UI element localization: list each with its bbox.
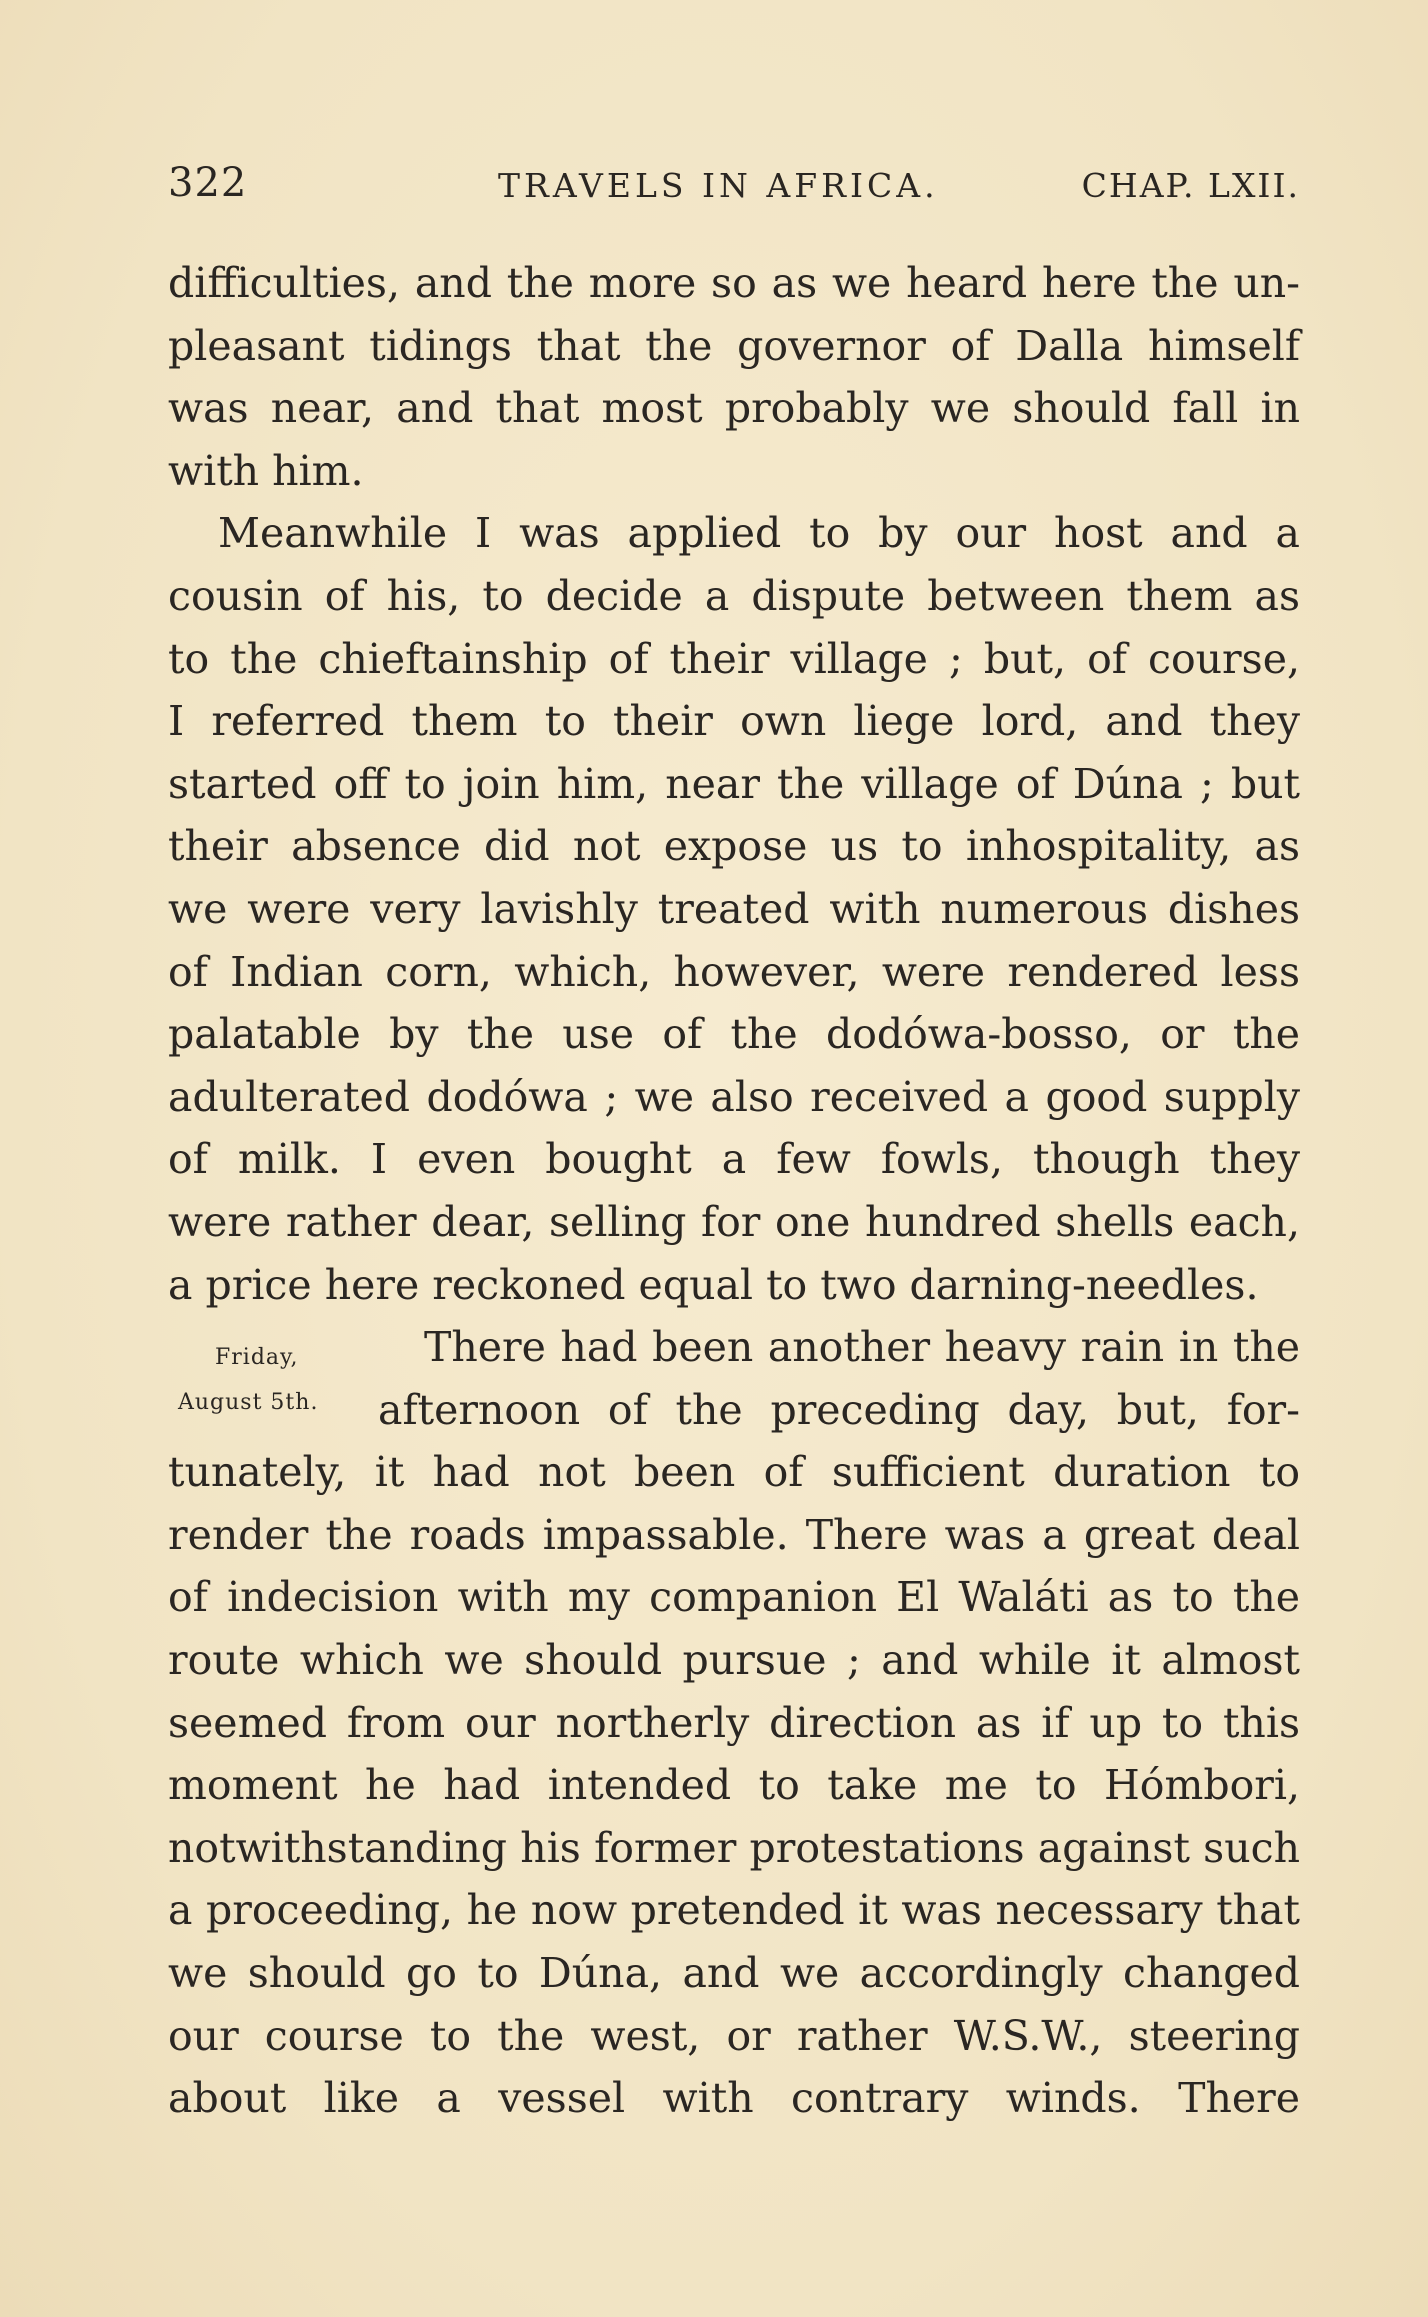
text-line: difficulties, and the more so as we heard here the un- [168, 259, 1300, 307]
text-line: tunately, it had not been of sufficient duration to [168, 1448, 1300, 1497]
text-line: their absence did not expose us to inhospitality, as [168, 822, 1300, 871]
text-line: with him. [168, 446, 364, 495]
text-line: Meanwhile I was applied to by our host and a [218, 509, 1300, 558]
text-line: seemed from our northerly direction as if up to this [168, 1698, 1300, 1747]
text-line: moment he had intended to take me to Hómbori, [168, 1761, 1300, 1810]
text-line: pleasant tidings that the governor of Dalla himself [168, 321, 1300, 370]
text-line: palatable by the use of the dodówa-bosso, or the [168, 1010, 1300, 1059]
text-line: to the chieftainship of their village ; but, of course, [168, 634, 1300, 683]
text-line: a price here reckoned equal to two darning-needles. [168, 1260, 1259, 1309]
text-line: started off to join him, near the village of Dúna ; but [168, 759, 1300, 808]
page-header [168, 160, 1300, 220]
text-line: cousin of his, to decide a dispute between them as [168, 571, 1300, 620]
text-line: we were very lavishly treated with numerous dishes [168, 884, 1300, 933]
text-line: our course to the west, or rather W.S.W., steering [168, 2011, 1300, 2060]
text-line: There had been another heavy rain in the [424, 1323, 1300, 1372]
text-line: about like a vessel with contrary winds. There [168, 2074, 1300, 2123]
running-title: TRAVELS IN AFRICA. [498, 166, 939, 205]
text-line: of indecision with my companion El Waláti as to the [168, 1573, 1300, 1622]
margin-note-date: August 5th. [178, 1390, 319, 1415]
text-line: afternoon of the preceding day, but, for- [378, 1385, 1300, 1434]
body-text [168, 252, 1300, 2130]
text-line: of milk. I even bought a few fowls, though they [168, 1135, 1300, 1184]
text-line: we should go to Dúna, and we accordingly changed [168, 1949, 1300, 1998]
text-line: adulterated dodówa ; we also received a good supply [168, 1072, 1300, 1121]
margin-note-day: Friday, [215, 1345, 299, 1370]
text-line: of Indian corn, which, however, were rendered less [168, 947, 1300, 996]
text-line: notwithstanding his former protestations against such [168, 1823, 1300, 1872]
text-line: I referred them to their own liege lord, and they [168, 697, 1300, 746]
text-line: a proceeding, he now pretended it was necessary that [168, 1886, 1300, 1935]
text-line: were rather dear, selling for one hundred shells each, [168, 1197, 1300, 1246]
page-number: 322 [168, 160, 248, 206]
chapter-label: CHAP. LXII. [1081, 166, 1300, 205]
text-line: route which we should pursue ; and while it almost [168, 1636, 1300, 1685]
text-line: was near, and that most probably we should fall in [168, 384, 1300, 433]
text-line: render the roads impassable. There was a great deal [168, 1510, 1300, 1559]
